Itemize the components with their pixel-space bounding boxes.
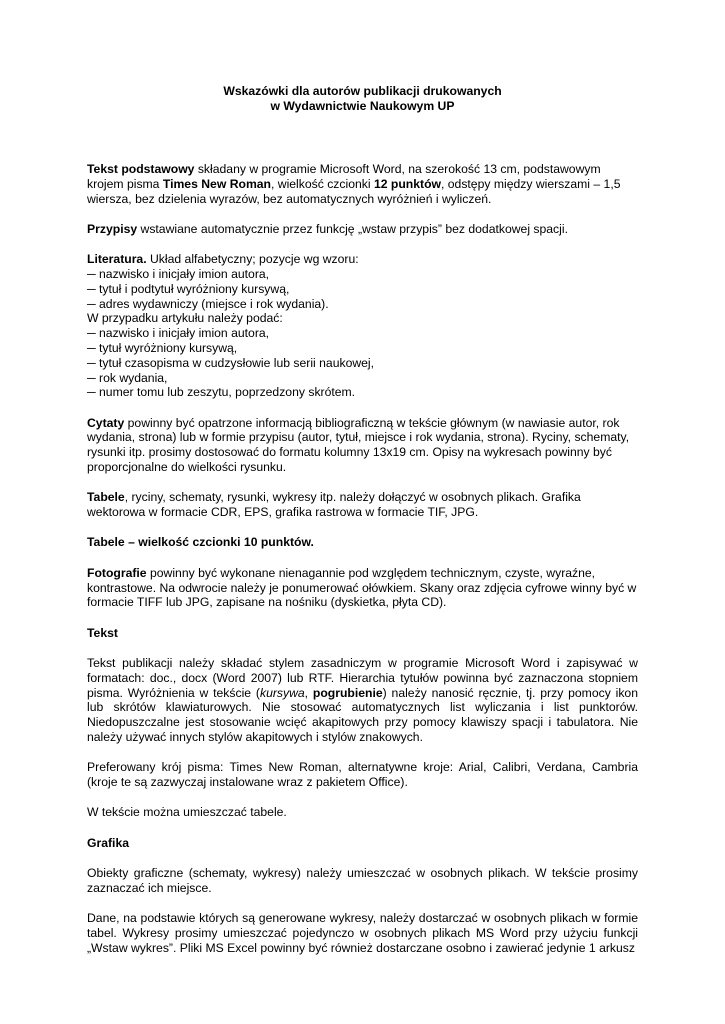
list-item: ─ nazwisko i inicjały imion autora,	[87, 326, 270, 341]
text-p1-part-c: ) należy nanosić ręcznie, tj. przy pomocy ikon lub skrótów klawiaturowych. Nie stosować automatycznych list wyliczania i list punktorów. Niedopuszczalne jest stosowanie wcięć akapitowych przy pomocy klawiszy spacji i tabulatora. Nie należy używać innych stylów akapitowych i stylów znakowych.	[87, 685, 638, 744]
font-name: Times New Roman	[162, 176, 271, 191]
photos-text: powinny być wykonane nienagannie pod względem technicznym, czyste, wyraźne, kontrastowe. Na odwrocie należy je ponumerować ołówkiem. Skany oraz zdjęcia cyfrowe winny być w formacie TIFF lub JPG, zapisane na nośniku (dyskietka, płyta CD).	[87, 565, 637, 610]
list-item: ─ adres wydawniczy (miejsce i rok wydania).	[87, 296, 329, 311]
basic-text-part-1: składany w programie Microsoft Word, na szerokość 13 cm, podstawowym krojem pisma	[87, 162, 601, 191]
quotes-text: powinny być opatrzone informacją bibliograficzną w tekście głównym (w nawiasie autor, rok wydania, strona) lub w formie przypisu (autor, tytuł, miejsce i rok wydania, strona). Ryciny, schematy, rysunki itp. prosimy dostosować do formatu kolumny 13x19 cm. Opisy na wykresach powinny być proporcjonalne do wielkości rysunku.	[87, 415, 630, 475]
graphics-paragraph-1: Obiekty graficzne (schematy, wykresy) należy umieszczać w osobnych plikach. W tekście prosimy zaznaczać ich miejsce.	[87, 865, 638, 895]
basic-text-paragraph	[87, 162, 638, 206]
title-line-2: w Wydawnictwie Naukowym UP	[270, 98, 455, 113]
text-p1-part-a: Tekst publikacji należy składać stylem zasadniczym w programie Microsoft Word i zapisywać w formatach: doc., docx (Word 2007) lub RTF. Hierarchia tytułów powinna być zaznaczona stopniem pisma. Wyróżnienia w tekście (	[87, 655, 638, 700]
list-item: ─ numer tomu lub zeszytu, poprzedzony skrótem.	[87, 385, 356, 400]
text-section-paragraph-1	[87, 656, 638, 745]
footnotes-label: Przypisy	[87, 221, 138, 236]
basic-text-part-3: , odstępy między wierszami – 1,5 wiersza, bez dzielenia wyrazów, bez automatycznych wyróżnień i wyliczeń.	[87, 176, 621, 206]
text-section-heading: Tekst	[87, 625, 118, 640]
list-item: ─ tytuł wyróżniony kursywą,	[87, 340, 238, 355]
tables-font-paragraph	[87, 535, 638, 550]
text-section-paragraph-2: Preferowany krój pisma: Times New Roman, alternatywne kroje: Arial, Calibri, Verdana, Cambria (kroje te są zazwyczaj instalowane wraz z pakietem Office).	[87, 760, 638, 789]
basic-text-label: Tekst podstawowy	[87, 162, 195, 176]
document-body	[87, 162, 638, 971]
list-item: ─ tytuł czasopisma w cudzysłowie lub serii naukowej,	[87, 355, 375, 370]
literature-block	[87, 252, 638, 400]
basic-text-part-2: , wielkość czcionki	[271, 176, 374, 191]
tables-text: , ryciny, schematy, rysunki, wykresy itp. należy dołączyć w osobnych plikach. Grafika wektorowa w formacie CDR, EPS, grafika rastrowa w formacie TIF, JPG.	[87, 490, 581, 520]
bold-example: pogrubienie	[312, 685, 383, 700]
graphics-paragraph-2: Dane, na podstawie których są generowane wykresy, należy dostarczać w osobnych plikach w formie tabel. Wykresy prosimy umieszczać pojedynczo w osobnych plikach MS Word przy użyciu funkcji „Wstaw wykres”. Pliki MS Excel powinny być również dostarczane osobno i zawierać jedynie 1 arkusz	[87, 910, 638, 955]
list-item: ─ tytuł i podtytuł wyróżniony kursywą,	[87, 281, 290, 296]
tables-label: Tabele	[87, 490, 125, 505]
document-title	[0, 84, 725, 113]
text-p1-part-b: ,	[304, 685, 313, 700]
photos-paragraph	[87, 566, 638, 610]
quotes-label: Cytaty	[87, 415, 125, 430]
tables-paragraph	[87, 490, 638, 520]
photos-label: Fotografie	[87, 565, 147, 580]
list-item: ─ rok wydania,	[87, 370, 168, 385]
list-item: ─ nazwisko i inicjały imion autora,	[87, 266, 270, 281]
literature-label: Literatura.	[87, 252, 147, 267]
article-intro: W przypadku artykułu należy podać:	[87, 311, 283, 326]
italic-example: kursywa	[259, 685, 305, 700]
quotes-paragraph	[87, 416, 638, 475]
footnotes-paragraph	[87, 222, 638, 237]
graphics-section-heading: Grafika	[87, 835, 130, 850]
font-size: 12 punktów	[373, 176, 441, 191]
literature-intro	[87, 252, 638, 267]
title-line-1: Wskazówki dla autorów publikacji drukowanych	[223, 84, 502, 98]
text-section-paragraph-3: W tekście można umieszczać tabele.	[87, 805, 287, 820]
footnotes-text: wstawiane automatycznie przez funkcję „wstaw przypis” bez dodatkowej spacji.	[137, 221, 568, 236]
tables-font-text: Tabele – wielkość czcionki 10 punktów.	[87, 535, 314, 550]
literature-intro-text: Układ alfabetyczny; pozycje wg wzoru:	[146, 252, 359, 267]
